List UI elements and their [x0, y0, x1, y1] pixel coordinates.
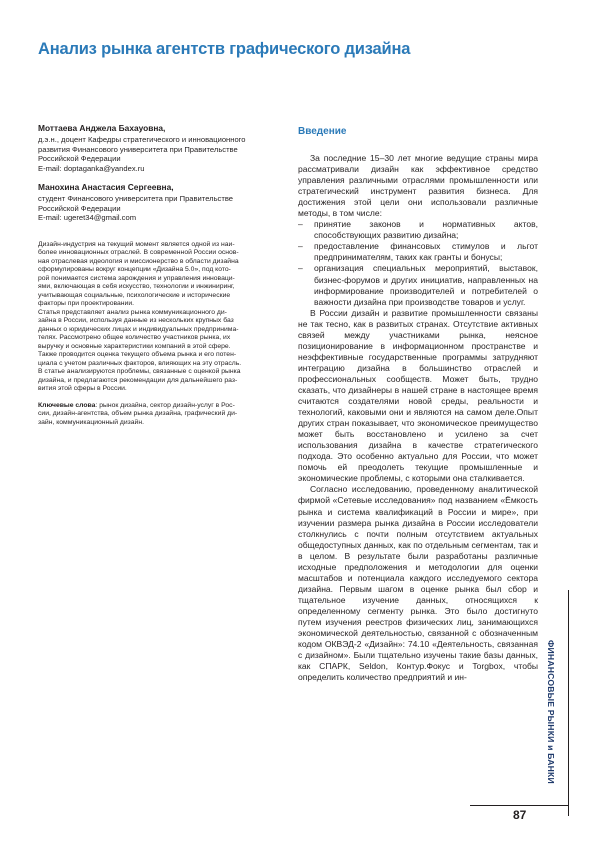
abstract-line: рой понимается система зарождения и управления инноваци- — [38, 274, 235, 282]
abstract-line: В статье анализируются проблемы, связанные с оценкой рынка — [38, 368, 241, 376]
page-number: 87 — [513, 808, 527, 822]
author-block-1 — [38, 124, 284, 173]
author-email: E-mail: ugeret34@gmail.com — [38, 213, 137, 223]
list-item: – организация специальных мероприятий, выставок, бизнес-форумов и других инициатив, направленных на информирование производителей и потребителей о важности дизайна при производстве товаров и услуг. — [298, 263, 538, 307]
abstract-line: телях. Рассмотрено общее количество участников рынка, их — [38, 334, 231, 342]
journal-section-text: ФИНАНСОВЫЕ РЫНКИ и БАНКИ — [546, 640, 556, 784]
author-affiliation-line: Российской Федерации — [38, 203, 121, 213]
body-text — [298, 153, 538, 683]
paragraph-russia-design: В России дизайн и развитие промышленности связаны не так тесно, как в развитых странах. Отсутствие активных связей между участниками рынка, неясное позиционирование в информационном пространстве и неэффективные государственные программы затрудняют интеграцию дизайна в большинство отраслей и профессиональных сообществ. Может быть, трудно сказать, что дизайнеры в нашей стране в настоящее время считаются создателями новой среды, реальности и технологий, каковыми они и являются на самом деле.Опыт других стран показывает, что экономическое преимущество может быть восстановлено и усилено за счет использования дизайна в качестве стратегического подхода. Это особенно актуально для России, что может помочь ей преодолеть текущие промышленные и экономические проблемы, с которыми она сталкивается. — [298, 307, 538, 484]
abstract — [38, 241, 284, 394]
author-affiliation-line: д.э.н., доцент Кафедры стратегического и инновационного — [38, 135, 246, 145]
dash-bullet: – — [298, 263, 303, 274]
author-affiliation-line: развития Финансового университета при Правительстве — [38, 144, 238, 154]
intro-paragraph: За последние 15–30 лет многие ведущие страны мира рассматривали дизайн как эффективное средство управления различными отраслями промышленности или стратегический инструмент развития бизнеса. Для достижения этой цели они использовали различные методы, в том числе: — [298, 153, 538, 219]
journal-section-label — [544, 640, 560, 820]
article-title: Анализ рынка агентств графического дизайна — [38, 40, 411, 58]
abstract-line: данных о юридических лицах и индивидуальных предпринима- — [38, 325, 239, 333]
paragraph-research: Согласно исследованию, проведенному аналитической фирмой «Сетевые исследования» под названием «Ёмкость рынка и система квалификаций в России и мире», при изучении размера рынка дизайна в России исследователи столкнулись с почти полным отсутствием актуальных общедоступных данных, как по отдельным сегментам, так и в целом. В результате были разработаны различные исходные предположения и методологии для оценки масштабов и потенциала каждого исследуемого сектора дизайна. Первым шагом в оценке рынка был сбор и тщательное изучение данных, относящихся к определенному сегменту рынка. Это было достигнуто путем изучения реестров физических лиц, занимающихся экономической деятельностью, связанной с обозначенным кодом ОКВЭД-2 «Дизайн»: 74.10 «Деятельность, связанная с дизайном». Были тщательно изучены такие базы данных, как СПАРК, Seldon, Контур.Фокус и Torgbox, чтобы определить количество предприятий и ин- — [298, 484, 538, 683]
keywords-line: зайн, коммуникационный дизайн. — [38, 418, 144, 426]
abstract-line: дизайна, и предлагаются рекомендации для дальнейшего раз- — [38, 376, 238, 384]
dash-bullet: – — [298, 241, 303, 252]
abstract-line: выручку и основные характеристики компаний в этой сфере. — [38, 342, 231, 350]
abstract-line: зайна в России, используя данные из нескольких крупных баз — [38, 317, 234, 325]
keywords — [38, 402, 284, 428]
abstract-paragraph — [38, 309, 284, 394]
author-block-2 — [38, 183, 284, 223]
dash-bullet: – — [298, 219, 303, 230]
abstract-line: Также проводится оценка текущего объема рынка и его потен- — [38, 351, 237, 359]
abstract-paragraph — [38, 241, 284, 309]
list-item: – предоставление финансовых стимулов и льгот предпринимателям, таких как гранты и бонусы; — [298, 241, 538, 263]
methods-list — [298, 219, 538, 307]
abstract-line: Статья представляет анализ рынка коммуникационного ди- — [38, 308, 227, 316]
keywords-line: : рынок дизайна, сектор дизайн-услуг в Рос- — [95, 401, 235, 409]
author-name: Манохина Анастасия Сергеевна, — [38, 182, 174, 193]
left-column — [38, 124, 284, 427]
abstract-line: циала с учетом различных факторов, влияющих на эту отрасль. — [38, 359, 242, 367]
abstract-line: сформулированы вокруг концепции «Дизайна 5.0», под кото- — [38, 266, 231, 274]
side-rule — [568, 590, 569, 816]
author-name: Моттаева Анджела Бахауовна, — [38, 123, 166, 133]
abstract-line: Дизайн-индустрия на текущий момент является одной из наи- — [38, 240, 235, 248]
keywords-label: Ключевые слова — [38, 401, 96, 409]
right-column — [298, 126, 538, 683]
author-email: E-mail: doptaganka@yandex.ru — [38, 163, 145, 173]
list-item: – принятие законов и нормативных актов, способствующих развитию дизайна; — [298, 219, 538, 241]
abstract-line: ями, включающая в себя искусство, технологии и инжиниринг, — [38, 283, 235, 291]
section-heading: Введение — [298, 126, 347, 137]
author-affiliation-line: студент Финансового университета при Правительстве — [38, 194, 234, 204]
abstract-line: ная отраслевая идеология и миссионерство в области дизайна — [38, 257, 239, 265]
abstract-line: факторы при проектировании. — [38, 300, 135, 308]
keywords-line: сии, дизайн-агентства, объем рынка дизайна, графический ди- — [38, 410, 238, 418]
abstract-line: учитывающая социальные, психологические и исторические — [38, 291, 231, 299]
abstract-line: более инновационных отраслей. В современной России основ- — [38, 249, 239, 257]
abstract-line: вития этой сферы в России. — [38, 385, 127, 393]
author-affiliation-line: Российской Федерации — [38, 154, 121, 164]
